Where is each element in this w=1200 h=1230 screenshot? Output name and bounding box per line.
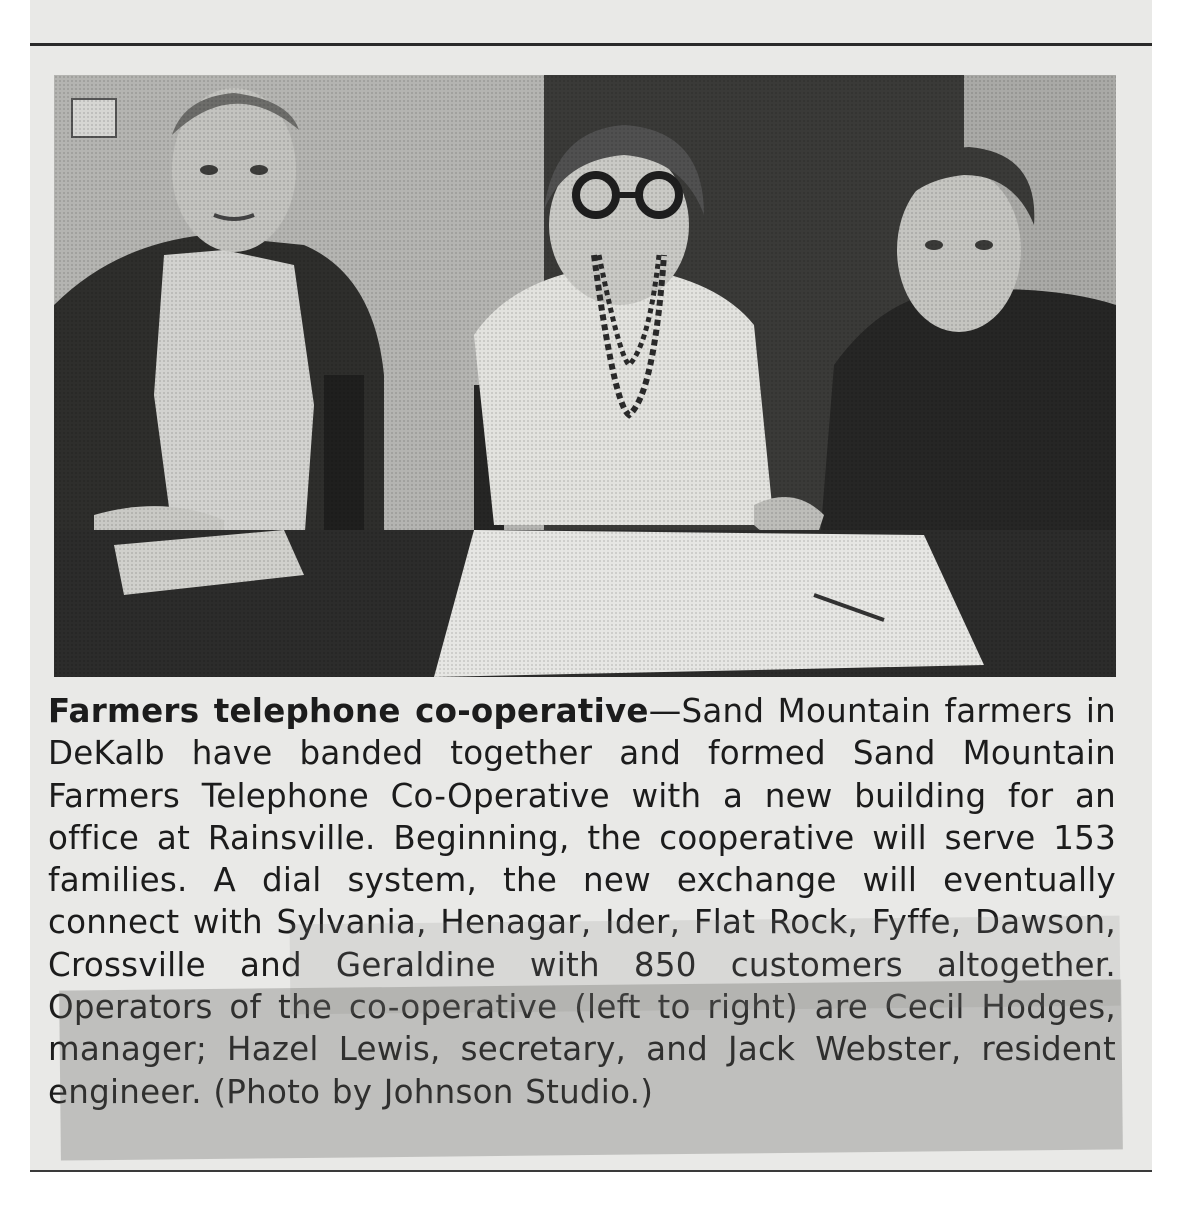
- news-photo: [54, 75, 1116, 677]
- caption-dash: —: [648, 692, 682, 730]
- top-rule: [30, 43, 1152, 46]
- bottom-rule: [30, 1170, 1152, 1172]
- caption-body: Sand Mountain farmers in DeKalb have banded together and formed Sand Mountain Farmers Telephone Co-Operative with a new building for an office at Rainsville. Beginning, the cooperative will serve 153 families. A dial system, the new exchange will eventually connect with Sylvania, Henagar, Ider, Flat Rock, Fyffe, Dawson, Crossville and Geraldine with 850 customers altogether. Operators of the co-operative (left to right) are Cecil Hodges, manager; Hazel Lewis, secretary, and Jack Webster, resident engineer. (Photo by Johnson Studio.): [48, 692, 1116, 1111]
- caption-headline: Farmers telephone co-operative: [48, 692, 649, 730]
- tape-overlay: [59, 979, 1123, 1160]
- photo-illustration: [54, 75, 1116, 677]
